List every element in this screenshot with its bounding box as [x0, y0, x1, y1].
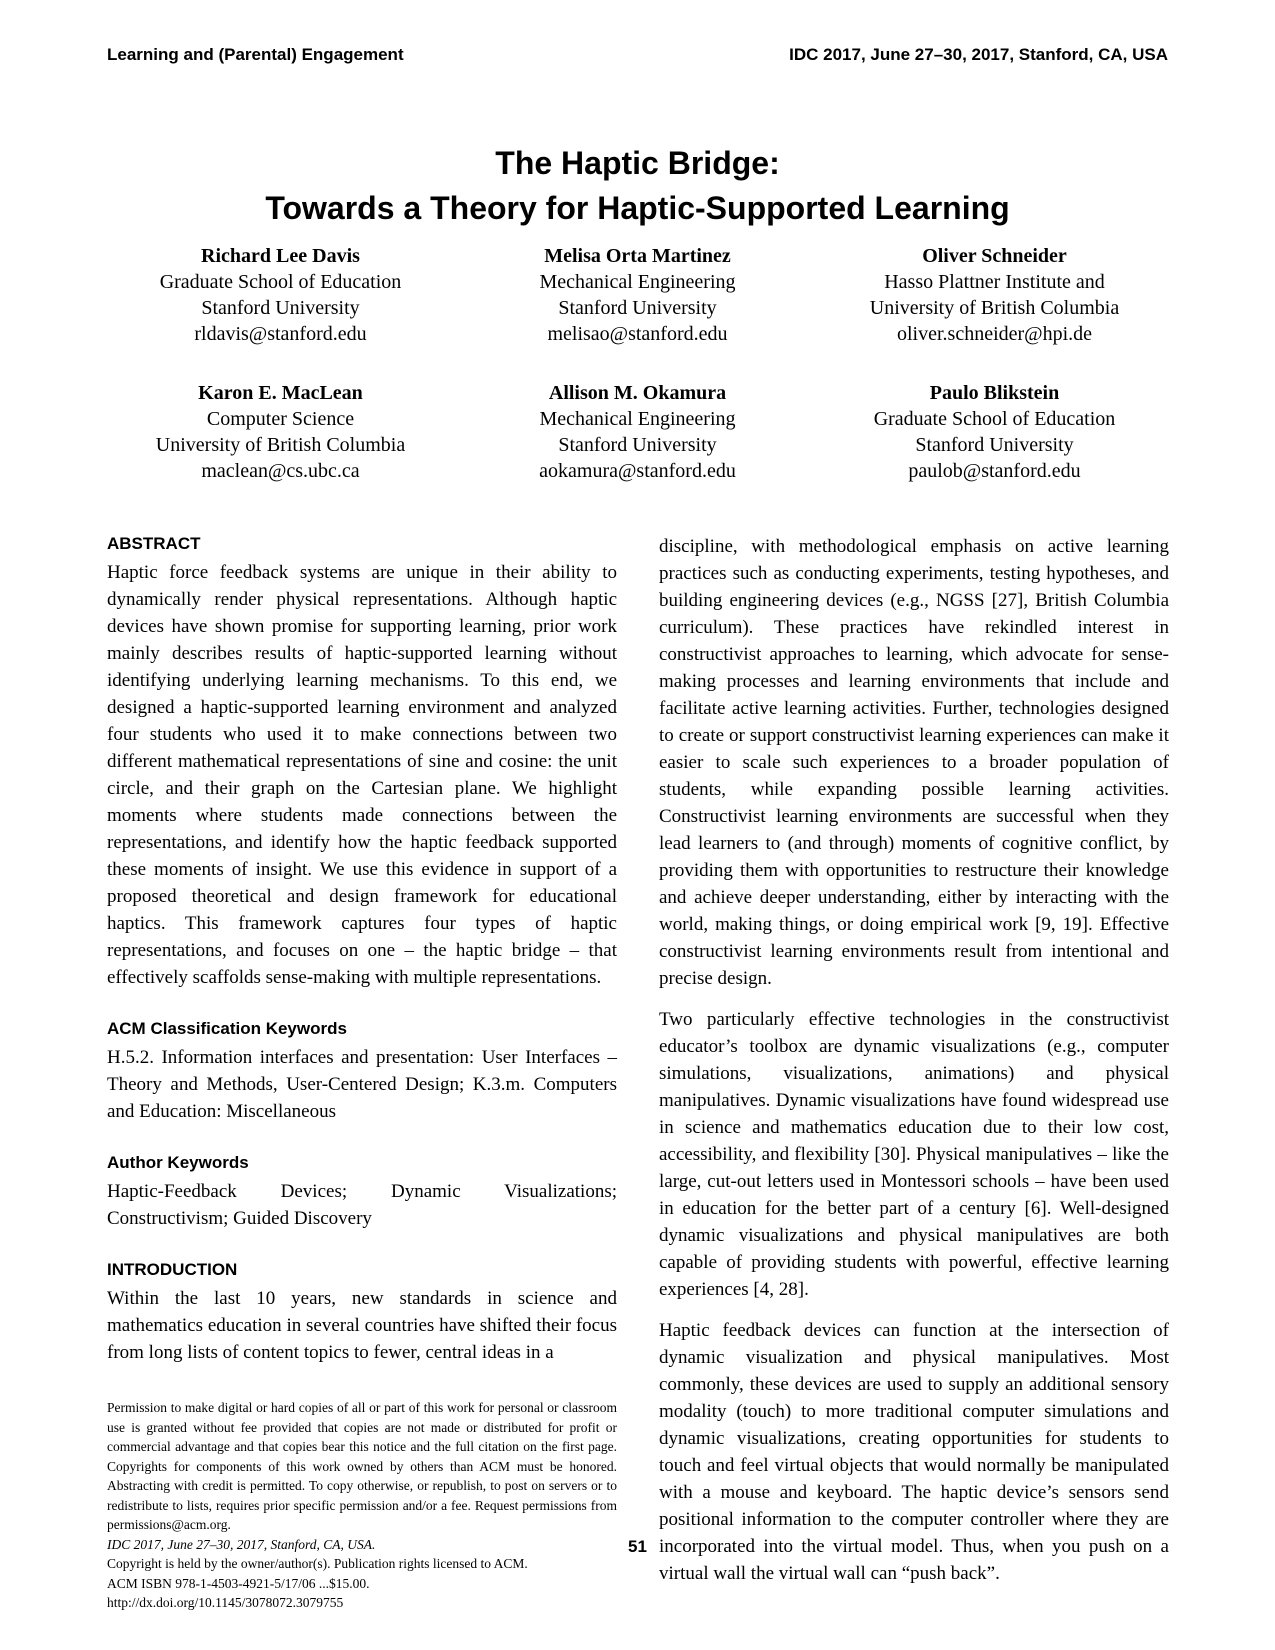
author-name: Karon E. MacLean	[198, 382, 363, 404]
author-email: maclean@cs.ubc.ca	[201, 460, 360, 482]
author-affiliation-2: Stanford University	[201, 297, 360, 319]
author-name: Allison M. Okamura	[548, 382, 727, 404]
left-column	[107, 533, 617, 1613]
author-block	[821, 243, 1168, 347]
body-columns	[107, 533, 1169, 1613]
paper-title	[0, 141, 1275, 231]
author-keywords-heading: Author Keywords	[107, 1153, 249, 1172]
author-affiliation-1: Mechanical Engineering	[539, 271, 736, 293]
running-head	[107, 45, 1168, 65]
author-grid	[107, 243, 1168, 484]
paper-title-line2: Towards a Theory for Haptic-Supported Learning	[265, 190, 1010, 226]
footnote-doi: http://dx.doi.org/10.1145/3078072.3079755	[107, 1595, 344, 1610]
author-affiliation-1: Hasso Plattner Institute and	[884, 271, 1105, 293]
right-column	[659, 533, 1169, 1613]
technologies-paragraph: Two particularly effective technologies in the constructivist educator’s toolbox are dynamic visualizations (e.g., computer simulations, visualizations, animations) and physical manipulatives. Dynamic visualizations have found widespread use in science and mathematics education due to their low cost, accessibility, and flexibility [30]. Physical manipulatives – like the large, cut-out letters used in Montessori schools – have been used in education for the better part of a century [6]. Well-designed dynamic visualizations and physical manipulatives are both capable of providing students with powerful, effective learning experiences [4, 28].	[659, 1009, 1169, 1300]
footnote-permission-text: Permission to make digital or hard copies of all or part of this work for personal or classroom use is granted without fee provided that copies are not made or distributed for profit or commercial advantage and that copies bear this notice and the full citation on the first page. Copyrights for components of this work owned by others than ACM must be honored. Abstracting with credit is permitted. To copy otherwise, or republish, to post on servers or to redistribute to lists, requires prior specific permission and/or a fee. Request permissions from permissions@acm.org.	[107, 1400, 617, 1532]
abstract-text: Haptic force feedback systems are unique in their ability to dynamically render physical representations. Although haptic devices have shown promise for supporting learning, prior work mainly describes results of haptic-supported learning without identifying underlying learning mechanisms. To this end, we designed a haptic-supported learning environment and analyzed four students who used it to make connections between two different mathematical representations of sine and cosine: the unit circle, and their graph on the Cartesian plane. We highlight moments where students made connections between the representations, and identify how the haptic feedback supported these moments of insight. We use this evidence in support of a proposed theoretical and design framework for educational haptics. This framework captures four types of haptic representations, and focuses on one – the haptic bridge – that effectively scaffolds sense-making with multiple representations.	[107, 562, 617, 988]
footnote-copyright: Copyright is held by the owner/author(s). Publication rights licensed to ACM.	[107, 1556, 528, 1571]
page-number: 51	[628, 1537, 647, 1556]
author-name: Richard Lee Davis	[201, 245, 360, 267]
running-head-session: Learning and (Parental) Engagement	[107, 45, 404, 64]
author-email: oliver.schneider@hpi.de	[896, 323, 1093, 345]
introduction-heading: INTRODUCTION	[107, 1260, 238, 1279]
author-block	[464, 243, 811, 347]
running-head-conference: IDC 2017, June 27–30, 2017, Stanford, CA, USA	[789, 45, 1168, 64]
author-email: rldavis@stanford.edu	[194, 323, 367, 345]
author-keywords-text: Haptic-Feedback Devices; Dynamic Visualizations; Constructivism; Guided Discovery	[107, 1181, 617, 1229]
author-affiliation-2: Stanford University	[558, 297, 717, 319]
author-affiliation-2: University of British Columbia	[869, 297, 1120, 319]
author-affiliation-1: Graduate School of Education	[159, 271, 402, 293]
author-email: melisao@stanford.edu	[547, 323, 728, 345]
author-affiliation-1: Computer Science	[206, 408, 355, 430]
author-block	[821, 380, 1168, 484]
author-email: aokamura@stanford.edu	[539, 460, 736, 482]
footnote-conference: IDC 2017, June 27–30, 2017, Stanford, CA, USA.	[107, 1536, 376, 1552]
intro-continued-paragraph: discipline, with methodological emphasis on active learning practices such as conducting experiments, testing hypotheses, and building engineering devices (e.g., NGSS [27], British Columbia curriculum). These practices have rekindled interest in constructivist approaches to learning, which advocate for sense-making processes and learning environments that include and facilitate active learning activities. Further, technologies designed to create or support constructivist learning experiences can make it easier to scale such experiences to a broader population of students, while expanding possible learning activities. Constructivist learning environments are successful when they lead learners to (and through) moments of cognitive conflict, by providing them with opportunities to restructure their knowledge and achieve deeper understanding, either by interacting with the world, making things, or doing empirical work [9, 19]. Effective constructivist learning environments result from intentional and precise design.	[659, 536, 1169, 989]
introduction-text: Within the last 10 years, new standards in science and mathematics education in several countries have shifted their focus from long lists of content topics to fewer, central ideas in a	[107, 1288, 617, 1363]
author-name: Oliver Schneider	[922, 245, 1067, 267]
acm-classification-text: H.5.2. Information interfaces and presentation: User Interfaces – Theory and Methods, User-Centered Design; K.3.m. Computers and Education: Miscellaneous	[107, 1047, 617, 1122]
footnote-isbn: ACM ISBN 978-1-4503-4921-5/17/06 ...$15.00.	[107, 1575, 370, 1591]
author-email: paulob@stanford.edu	[908, 460, 1081, 482]
author-affiliation-1: Mechanical Engineering	[539, 408, 736, 430]
author-affiliation-2: University of British Columbia	[155, 434, 406, 456]
author-block	[107, 380, 454, 484]
author-affiliation-1: Graduate School of Education	[873, 408, 1116, 430]
copyright-footnote	[107, 1398, 617, 1613]
author-name: Melisa Orta Martinez	[544, 245, 731, 267]
author-affiliation-2: Stanford University	[558, 434, 717, 456]
acm-classification-heading: ACM Classification Keywords	[107, 1019, 347, 1038]
paper-title-line1: The Haptic Bridge:	[495, 145, 780, 181]
author-block	[464, 380, 811, 484]
author-name: Paulo Blikstein	[929, 382, 1060, 404]
abstract-heading: ABSTRACT	[107, 534, 201, 553]
haptic-devices-paragraph: Haptic feedback devices can function at the intersection of dynamic visualization and physical manipulatives. Most commonly, these devices are used to supply an additional sensory modality (touch) to more traditional computer simulations and dynamic visualizations, creating opportunities for students to touch and feel virtual objects that would normally be manipulated with a mouse and keyboard. The haptic device’s sensors send positional information to the computer controller where they are incorporated into the virtual model. Thus, when you push on a virtual wall the virtual wall can “push back”.	[659, 1320, 1169, 1584]
author-block	[107, 243, 454, 347]
author-affiliation-2: Stanford University	[915, 434, 1074, 456]
